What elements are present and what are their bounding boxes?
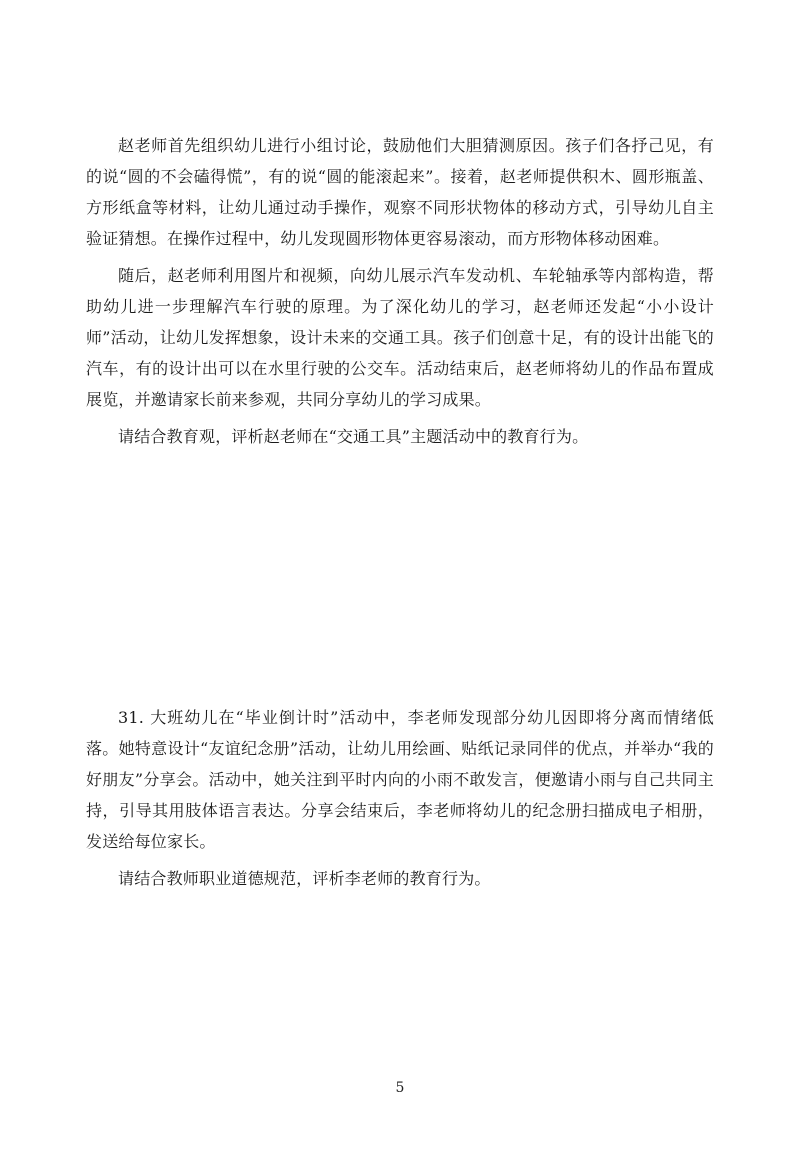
case-analysis-31 [86, 702, 714, 900]
question-prompt-30: 请结合教育观，评析赵老师在“交通工具”主题活动中的教育行为。 [118, 427, 589, 446]
question-prompt-31: 请结合教师职业道德规范，评析李老师的教育行为。 [118, 869, 491, 888]
paragraph-group-discussion: 赵老师首先组织幼儿进行小组讨论，鼓励他们大胆猜测原因。孩子们各抒己见，有的说“圆的不会磕得慌”，有的说“圆的能滚起来”。接着，赵老师提供积木、圆形瓶盖、方形纸盒等材料，让幼儿通过动手操作，观察不同形状物体的移动方式，引导幼儿自主验证猜想。在操作过程中，幼儿发现圆形物体更容易滚动，而方形物体移动困难。 [86, 136, 714, 248]
paragraph-graduation-case: 31. 大班幼儿在“毕业倒计时”活动中，李老师发现部分幼儿因即将分离而情绪低落。她特意设计“友谊纪念册”活动，让幼儿用绘画、贴纸记录同伴的优点，并举办“我的好朋友”分享会。活动中，她关注到平时内向的小雨不敢发言，便邀请小雨与自己共同主持，引导其用肢体语言表达。分享会结束后，李老师将幼儿的纪念册扫描成电子相册，发送给每位家长。 [86, 708, 714, 851]
paragraph-vehicle-design: 随后，赵老师利用图片和视频，向幼儿展示汽车发动机、车轮轴承等内部构造，帮助幼儿进一步理解汽车行驶的原理。为了深化幼儿的学习，赵老师还发起“小小设计师”活动，让幼儿发挥想象，设计未来的交通工具。孩子们创意十足，有的设计出能飞的汽车，有的设计出可以在水里行驶的公交车。活动结束后，赵老师将幼儿的作品布置成展览，并邀请家长前来参观，共同分享幼儿的学习成果。 [86, 266, 714, 409]
page-number: 5 [395, 1080, 405, 1096]
case-analysis-30-continued [86, 130, 714, 458]
